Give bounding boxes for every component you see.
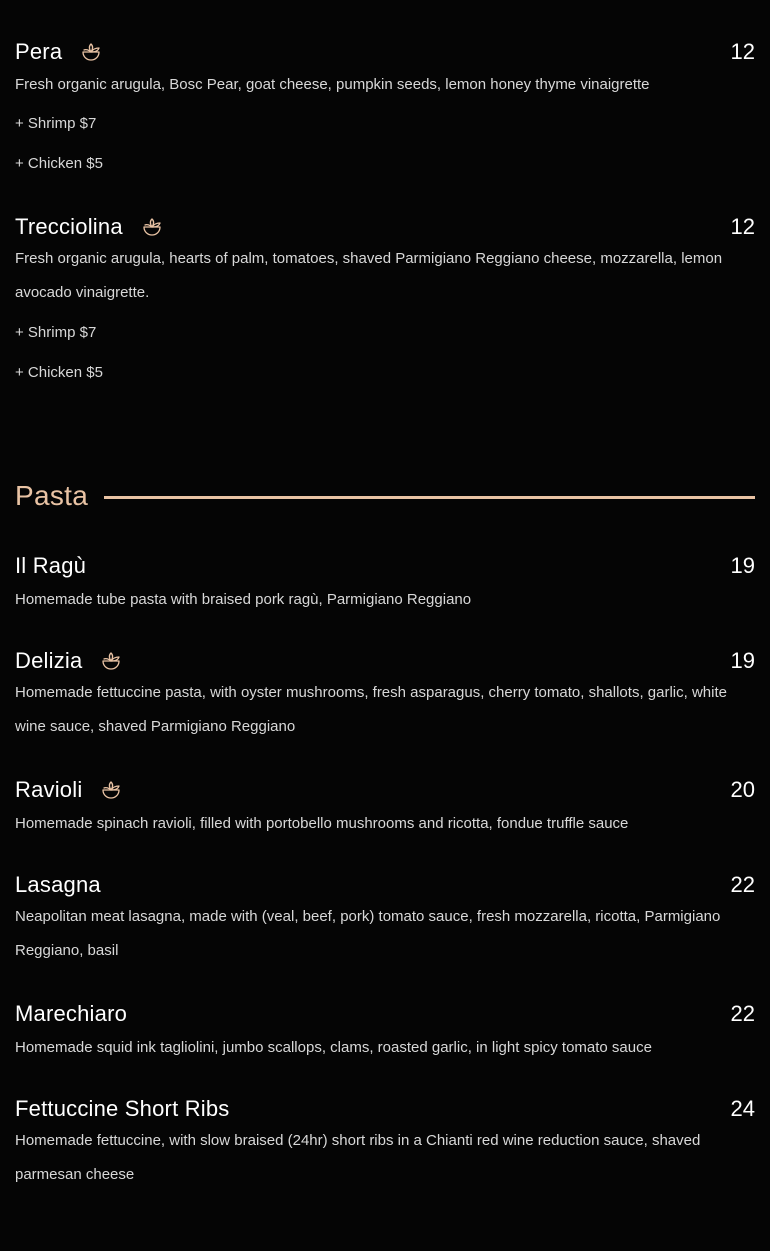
menu-item-header xyxy=(15,37,755,67)
menu-item-header xyxy=(15,870,755,900)
menu-item-header xyxy=(15,775,755,805)
menu-item-name: Fettuccine Short Ribs xyxy=(15,1096,230,1121)
menu-item-price: 20 xyxy=(730,777,755,802)
vegetarian-leaf-bowl-icon xyxy=(80,41,102,63)
menu-item-description: Homemade spinach ravioli, filled with portobello mushrooms and ricotta, fondue truffle sauce xyxy=(15,815,629,832)
menu-item-description: Homemade fettuccine, with slow braised (24hr) short ribs in a Chianti red wine reduction sauce, shaved parmesan cheese xyxy=(15,1132,701,1183)
menu-item-header xyxy=(15,551,755,581)
menu-item-price: 22 xyxy=(730,1001,755,1026)
menu-item-pera xyxy=(15,37,755,172)
addon-shrimp: + Shrimp $7 xyxy=(15,115,97,132)
menu-item-header xyxy=(15,212,755,242)
menu-item-description: Homemade squid ink tagliolini, jumbo scallops, clams, roasted garlic, in light spicy tomato sauce xyxy=(15,1039,652,1056)
menu-item-marechiaro xyxy=(15,999,755,1065)
menu-item-trecciolina xyxy=(15,212,755,381)
addon-chicken: + Chicken $5 xyxy=(15,155,103,172)
menu-item-fettuccine-short-ribs xyxy=(15,1094,755,1192)
menu-item-description: Neapolitan meat lasagna, made with (veal, beef, pork) tomato sauce, fresh mozzarella, ricotta, Parmigiano Reggiano, basil xyxy=(15,908,721,959)
menu-item-description: Fresh organic arugula, hearts of palm, tomatoes, shaved Parmigiano Reggiano cheese, mozzarella, lemon avocado vinaigrette. xyxy=(15,250,723,301)
menu-item-lasagna xyxy=(15,870,755,968)
addon-chicken: + Chicken $5 xyxy=(15,364,103,381)
menu-item-name: Trecciolina xyxy=(15,214,123,239)
menu-item-price: 24 xyxy=(730,1096,755,1121)
menu-item-name: Ravioli xyxy=(15,777,83,802)
menu-item-name: Delizia xyxy=(15,648,83,673)
menu-item-name: Marechiaro xyxy=(15,1001,128,1026)
menu-item-il-ragu xyxy=(15,551,755,617)
menu-item-header xyxy=(15,1094,755,1124)
menu-item-description: Fresh organic arugula, Bosc Pear, goat cheese, pumpkin seeds, lemon honey thyme vinaigrette xyxy=(15,76,650,93)
menu-item-name: Il Ragù xyxy=(15,553,87,578)
vegetarian-leaf-bowl-icon xyxy=(100,779,122,801)
menu-item-header xyxy=(15,646,755,676)
menu-item-name: Pera xyxy=(15,39,63,64)
menu-item-description: Homemade fettuccine pasta, with oyster mushrooms, fresh asparagus, cherry tomato, shallots, garlic, white wine sauce, shaved Parmigiano Reggiano xyxy=(15,684,727,735)
vegetarian-leaf-bowl-icon xyxy=(141,216,163,238)
section-header-pasta xyxy=(15,476,755,516)
menu-item-description: Homemade tube pasta with braised pork ragù, Parmigiano Reggiano xyxy=(15,591,472,608)
section-divider xyxy=(104,496,755,499)
menu-item-price: 12 xyxy=(730,39,755,64)
menu-item-price: 22 xyxy=(730,872,755,897)
vegetarian-leaf-bowl-icon xyxy=(100,650,122,672)
menu-item-delizia xyxy=(15,646,755,744)
addon-shrimp: + Shrimp $7 xyxy=(15,324,97,341)
menu-item-ravioli xyxy=(15,775,755,841)
section-title: Pasta xyxy=(15,480,89,511)
menu-item-header xyxy=(15,999,755,1029)
menu-item-price: 19 xyxy=(730,648,755,673)
menu-item-price: 12 xyxy=(730,214,755,239)
menu-item-price: 19 xyxy=(730,553,755,578)
menu-item-name: Lasagna xyxy=(15,872,101,897)
